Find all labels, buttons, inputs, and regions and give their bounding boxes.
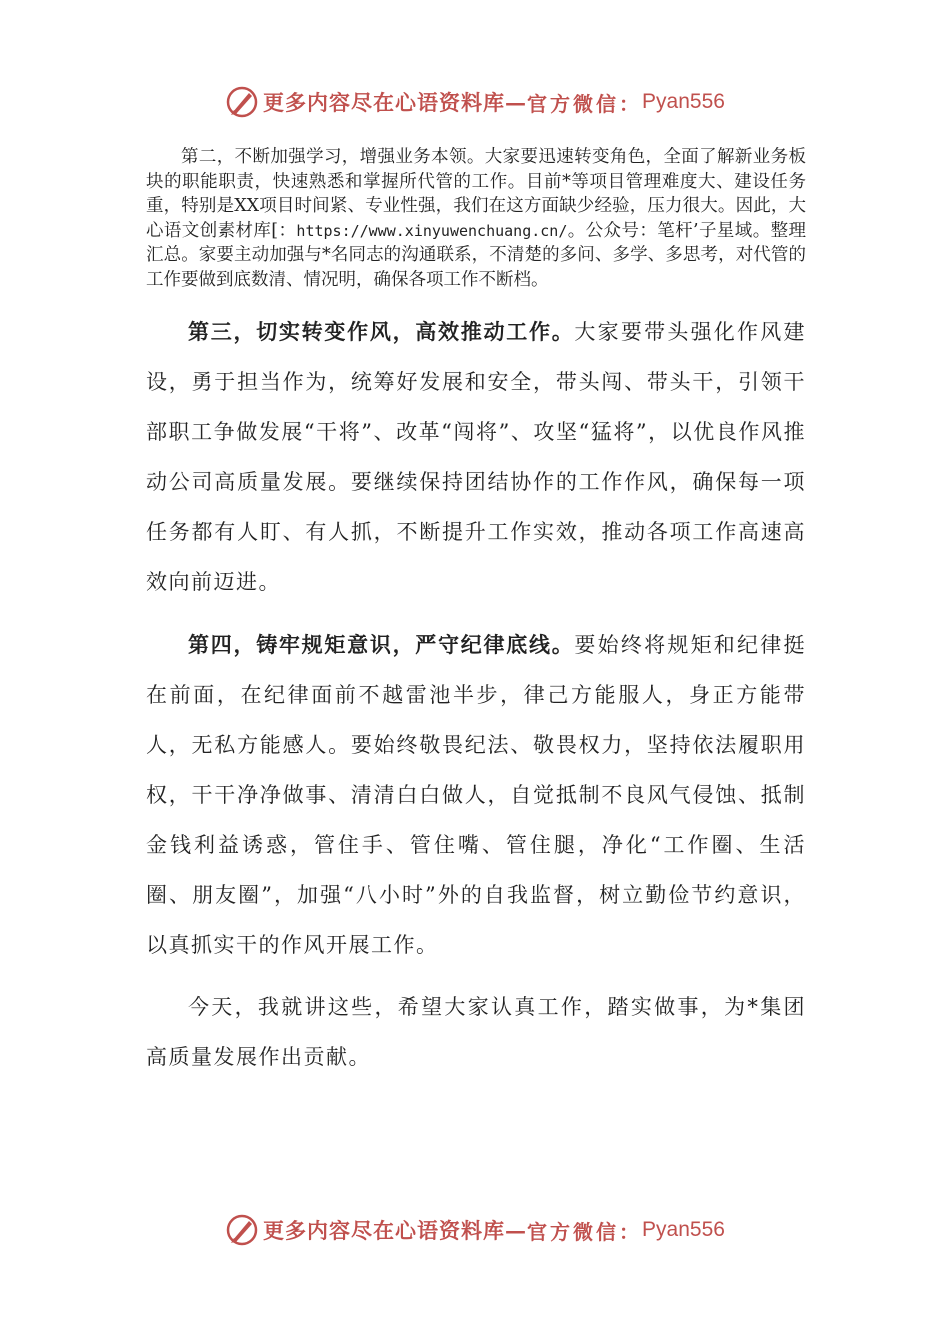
banner-wechat-label: 官方微信： xyxy=(527,1219,643,1244)
banner-dash: — xyxy=(505,89,528,115)
banner-wechat-label: 官方微信： xyxy=(527,91,643,116)
paragraph-third xyxy=(146,307,806,607)
pen-logo-icon xyxy=(225,85,259,119)
paragraph-body: 大家要带头强化作风建设，勇于担当作为，统筹好发展和安全，带头闯、带头干，引领干部职工争做发展“干将”、改革“闯将”、攻坚“猛将”，以优良作风推动公司高质量发展。要继续保持团结协作的工作作风，确保每一项任务都有人盯、有人抓，不断提升工作实效，推动各项工作高速高效向前迈进。 xyxy=(146,320,806,594)
banner-wechat-id: Pyan556 xyxy=(642,1218,725,1241)
footer-banner xyxy=(0,1210,950,1250)
paragraph-closing xyxy=(146,982,806,1082)
paragraph-second xyxy=(146,145,806,292)
banner-wechat-id: Pyan556 xyxy=(642,90,725,113)
paragraph-lead: 第四，铸牢规矩意识，严守纪律底线。 xyxy=(188,633,575,657)
paragraph-body: 要始终将规矩和纪律挺在前面，在纪律面前不越雷池半步，律己方能服人，身正方能带人，无私方能感人。要始终敬畏纪法、敬畏权力，坚持依法履职用权，干干净净做事、清清白白做人，自觉抵制不良风气侵蚀、抵制金钱利益诱惑，管住手、管住嘴、管住腿，净化“工作圈、生活圈、朋友圈”，加强“八小时”外的自我监督，树立勤俭节约意识，以真抓实干的作风开展工作。 xyxy=(146,633,806,957)
header-banner xyxy=(0,82,950,122)
paragraph-text: 第二，不断加强学习，增强业务本领。大家要迅速转变角色，全面了解新业务板块的职能职责，快速熟悉和掌握所代管的工作。目前*等项目管理难度大、建设任务重，特别是XX项目时间紧、专业性强，我们在这方面缺少经验，压力很大。因此，大心语文创素材库[： xyxy=(146,147,806,241)
pen-logo-icon xyxy=(225,1213,259,1247)
paragraph-body: 今天，我就讲这些，希望大家认真工作，踏实做事，为*集团高质量发展作出贡献。 xyxy=(146,995,806,1069)
paragraph-fourth xyxy=(146,620,806,970)
banner-dash: — xyxy=(505,1217,528,1243)
paragraph-lead: 第三，切实转变作风，高效推动工作。 xyxy=(188,320,575,344)
url-text: https://www.xinyuwenchuang.cn/ xyxy=(296,221,568,240)
banner-title: 更多内容尽在心语资料库 xyxy=(263,90,506,115)
banner-title: 更多内容尽在心语资料库 xyxy=(263,1218,506,1243)
paragraph-text: 。公众号：笔杆’子星域。整理汇总。家要主动加强与*名同志的沟通联系，不清楚的多问、多学、多思考，对代管的工作要做到底数清、情况明，确保各项工作不断档。 xyxy=(146,220,807,290)
